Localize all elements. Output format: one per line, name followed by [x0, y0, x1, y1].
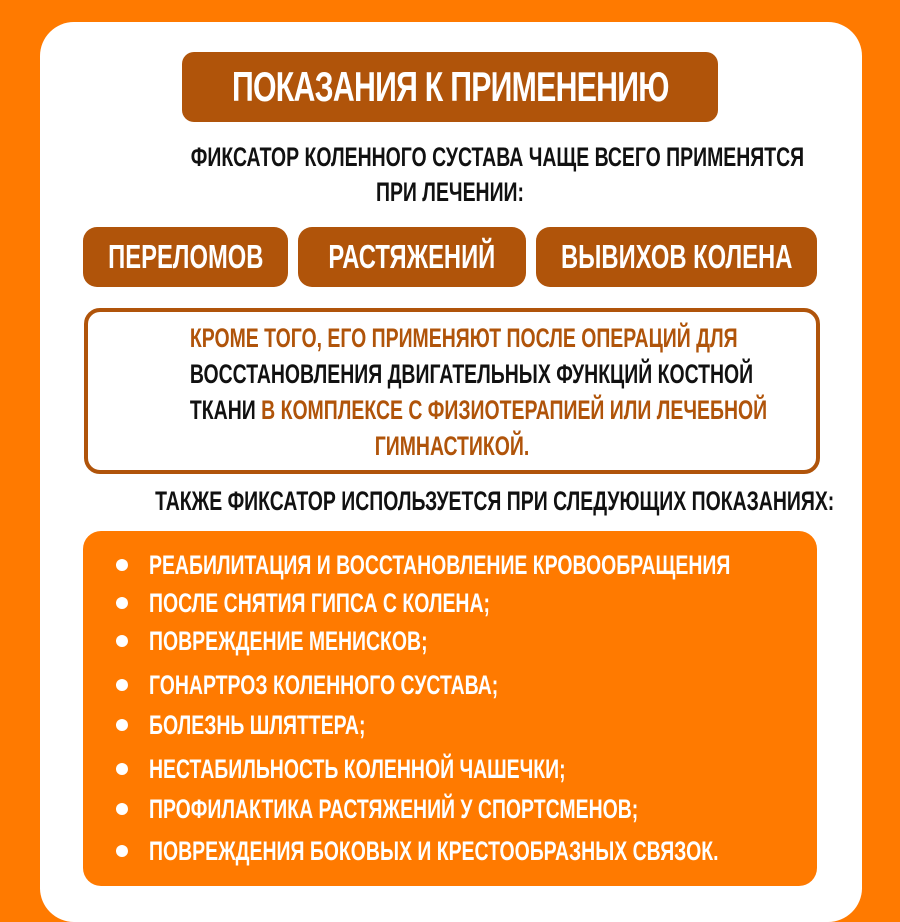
list-item-text: ПОВРЕЖДЕНИЯ БОКОВЫХ И КРЕСТООБРАЗНЫХ СВЯЗОК. [149, 836, 719, 866]
note-line-3-dark: ТКАНИ [189, 395, 256, 425]
chip-label: РАСТЯЖЕНИЙ [328, 238, 496, 275]
bullet-icon [116, 635, 128, 647]
list-item [83, 585, 817, 625]
list-item-text: ПОСЛЕ СНЯТИЯ ГИПСА С КОЛЕНА; [149, 588, 490, 618]
list-item-text: ПОВРЕЖДЕНИЕ МЕНИСКОВ; [149, 626, 428, 656]
list-item-text: НЕСТАБИЛЬНОСТЬ КОЛЕННОЙ ЧАШЕЧКИ; [149, 754, 566, 784]
note-line-3-brown: В КОМПЛЕКСЕ С ФИЗИОТЕРАПИЕЙ ИЛИ ЛЕЧЕБНОЙ [261, 395, 768, 425]
chip-fractures [83, 227, 288, 287]
bullet-icon [116, 597, 128, 609]
intro-line-1: ФИКСАТОР КОЛЕННОГО СУСТАВА ЧАЩЕ ВСЕГО ПРИМЕНЯТСЯ [190, 142, 805, 172]
page-title: ПОКАЗАНИЯ К ПРИМЕНЕНИЮ [231, 63, 669, 110]
bullet-icon [116, 719, 128, 731]
list-item [83, 667, 817, 707]
list-item [83, 833, 817, 873]
note-line-2: ВОССТАНОВЛЕНИЯ ДВИГАТЕЛЬНЫХ ФУНКЦИЙ КОСТНОЙ [189, 359, 754, 389]
intro-text [90, 140, 810, 210]
list-item-text: РЕАБИЛИТАЦИЯ И ВОССТАНОВЛЕНИЕ КРОВООБРАЩЕНИЯ [149, 550, 731, 580]
bullet-icon [116, 679, 128, 691]
list-item-text: БОЛЕЗНЬ ШЛЯТТЕРА; [149, 710, 366, 740]
list-item [83, 623, 817, 663]
bullet-icon [116, 559, 128, 571]
chip-dislocations [536, 227, 817, 287]
list-item [83, 707, 817, 747]
list-item [83, 751, 817, 791]
note-line-1: КРОМЕ ТОГО, ЕГО ПРИМЕНЯЮТ ПОСЛЕ ОПЕРАЦИЙ ДЛЯ [189, 323, 738, 353]
intro-line-2: ПРИ ЛЕЧЕНИИ: [375, 177, 525, 207]
note-line-4: ГИМНАСТИКОЙ. [374, 431, 530, 461]
list-item-text: ГОНАРТРОЗ КОЛЕННОГО СУСТАВА; [149, 670, 499, 700]
bullet-icon [116, 803, 128, 815]
title-banner [182, 52, 718, 122]
list-item-text: ПРОФИЛАКТИКА РАСТЯЖЕНИЙ У СПОРТСМЕНОВ; [149, 794, 639, 824]
also-heading [40, 484, 862, 518]
also-heading-text: ТАКЖЕ ФИКСАТОР ИСПОЛЬЗУЕТСЯ ПРИ СЛЕДУЮЩИХ ПОКАЗАНИЯХ: [155, 486, 835, 516]
note-line-3 [189, 392, 768, 428]
list-item [83, 791, 817, 831]
bullet-icon [116, 845, 128, 857]
note-box [84, 308, 820, 474]
indications-list [83, 531, 817, 886]
list-item [83, 547, 817, 587]
chip-label: ПЕРЕЛОМОВ [107, 238, 264, 275]
chip-sprains [298, 227, 526, 287]
note-text [88, 320, 816, 464]
bullet-icon [116, 763, 128, 775]
chip-label: ВЫВИХОВ КОЛЕНА [560, 238, 793, 275]
